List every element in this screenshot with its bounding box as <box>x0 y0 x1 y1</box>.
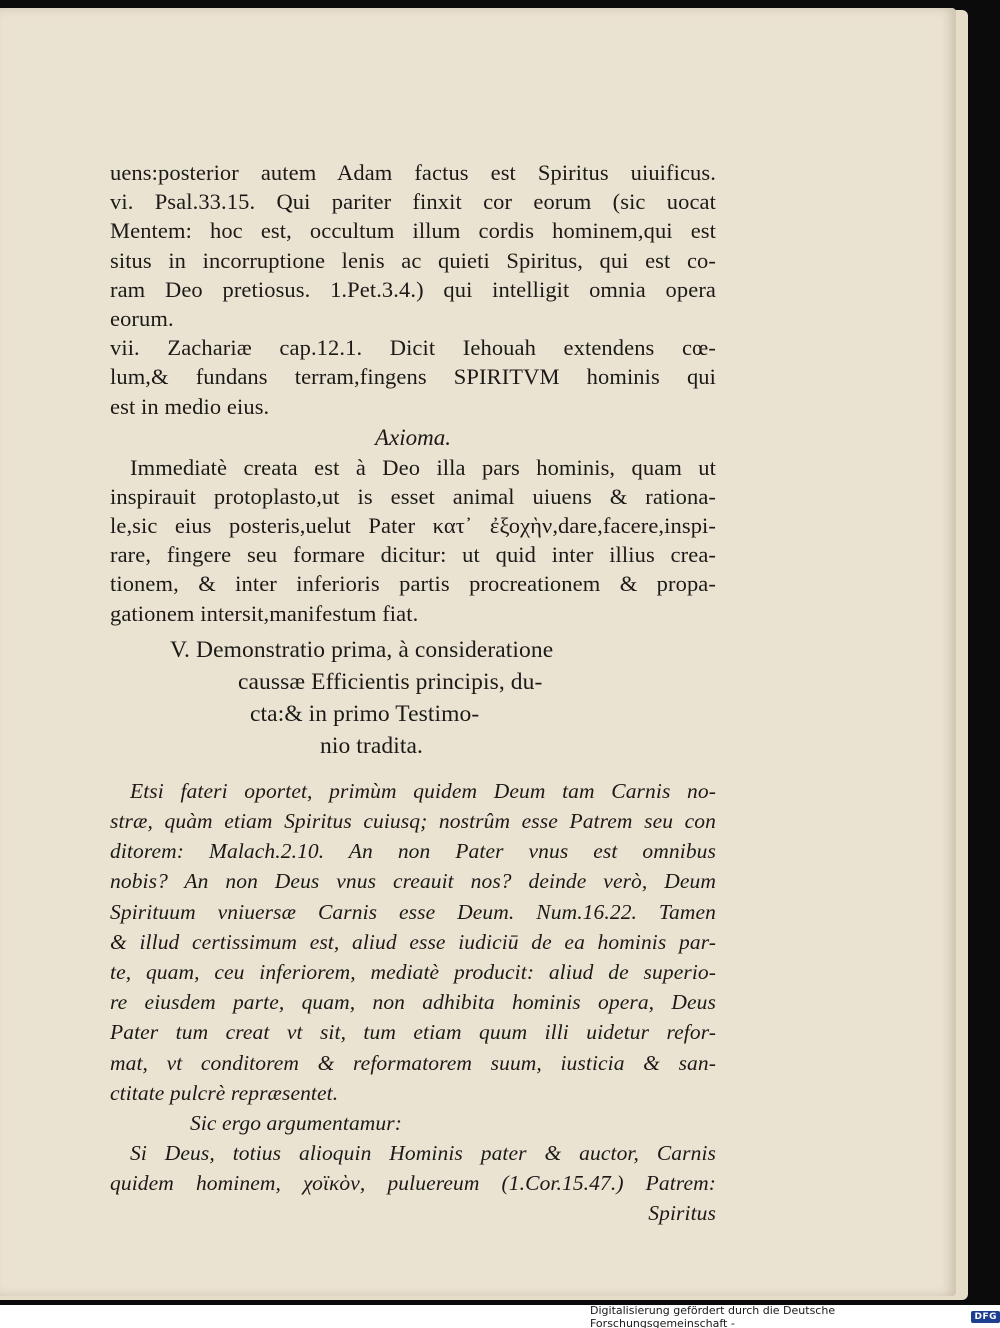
dfg-logo-icon: DFG <box>971 1311 1000 1323</box>
text-line: est in medio eius. <box>110 393 270 419</box>
section-line: cta:& in primo Testimo- <box>250 700 480 727</box>
section-line: V. Demonstratio prima, à consideratione <box>170 636 554 663</box>
text-line: le,sic eius posteris,uelut Pater κατ᾽ ἐξοχὴν,dare,facere,inspi- <box>110 513 716 539</box>
text-line: eorum. <box>110 305 174 331</box>
text-line: rare, fingere seu formare dicitur: ut quid inter illius crea- <box>110 542 716 568</box>
text-line: vi. Psal.33.15. Qui pariter finxit cor eorum (sic uocat <box>110 189 716 215</box>
argument-line: Sic ergo argumentamur: <box>190 1110 402 1135</box>
text-line: re eiusdem parte, quam, non adhibita hominis opera, Deus <box>110 990 716 1015</box>
text-line: uens:posterior autem Adam factus est Spiritus uiuificus. <box>110 160 716 185</box>
text-line: mat, vt conditorem & reformatorem suum, iusticia & san- <box>110 1050 716 1075</box>
text-line: ditorem: Malach.2.10. An non Pater vnus est omnibus <box>110 839 716 864</box>
catchword: Spiritus <box>648 1201 716 1226</box>
text-line: Mentem: hoc est, occultum illum cordis hominem,qui est <box>110 218 716 244</box>
text-line: Etsi fateri oportet, primùm quidem Deum tam Carnis no- <box>130 778 716 803</box>
top-paragraph <box>110 158 716 421</box>
text-line: te, quam, ceu inferiorem, mediatè producit: aliud de superio- <box>110 959 716 984</box>
axioma-paragraph <box>110 453 716 628</box>
text-line: Spirituum vniuersæ Carnis esse Deum. Num.16.22. Tamen <box>110 899 716 924</box>
text-line: Pater tum creat vt sit, tum etiam quum illi uidetur refor- <box>110 1020 716 1045</box>
text-line: & illud certissimum est, aliud esse iudiciū de ea hominis par- <box>110 929 716 954</box>
section-heading <box>110 634 716 762</box>
text-line: stræ, quàm etiam Spiritus cuiusq; nostrûm esse Patrem seu con <box>110 809 716 833</box>
section-line: nio tradita. <box>320 732 424 759</box>
text-line: vii. Zachariæ cap.12.1. Dicit Iehouah extendens cœ- <box>110 335 716 361</box>
page-text <box>110 158 716 1229</box>
text-line: ram Deo pretiosus. 1.Pet.3.4.) qui intelligit omnia opera <box>110 276 716 302</box>
text-line: lum,& fundans terram,fingens SPIRITVM hominis qui <box>110 364 716 390</box>
text-line: gationem intersit,manifestum fiat. <box>110 600 419 626</box>
text-line: Immediatè creata est à Deo illa pars hominis, quam ut <box>130 454 716 480</box>
axioma-heading: Axioma. <box>374 424 451 450</box>
section-line: caussæ Efficientis principis, du- <box>238 668 543 695</box>
italic-paragraph <box>110 776 716 1229</box>
text-line: ctitate pulcrè repræsentet. <box>110 1080 339 1105</box>
text-line: inspirauit protoplasto,ut is esset animal uiuens & rationa- <box>110 483 716 509</box>
text-line: nobis? An non Deus vnus creauit nos? deinde verò, Deum <box>110 869 716 894</box>
book-page <box>0 8 956 1296</box>
text-line: Si Deus, totius alioquin Hominis pater & auctor, Carnis <box>130 1141 716 1166</box>
text-line: quidem hominem, χοϊκὸν, puluereum (1.Cor.15.47.) Patrem: <box>110 1171 716 1196</box>
footer-text: Digitalisierung gefördert durch die Deutsche Forschungsgemeinschaft - <box>590 1304 836 1328</box>
funding-footer <box>590 1304 1000 1328</box>
text-line: situs in incorruptione lenis ac quieti Spiritus, qui est co- <box>110 247 716 273</box>
text-line: tionem, & inter inferioris partis procreationem & propa- <box>110 571 716 597</box>
